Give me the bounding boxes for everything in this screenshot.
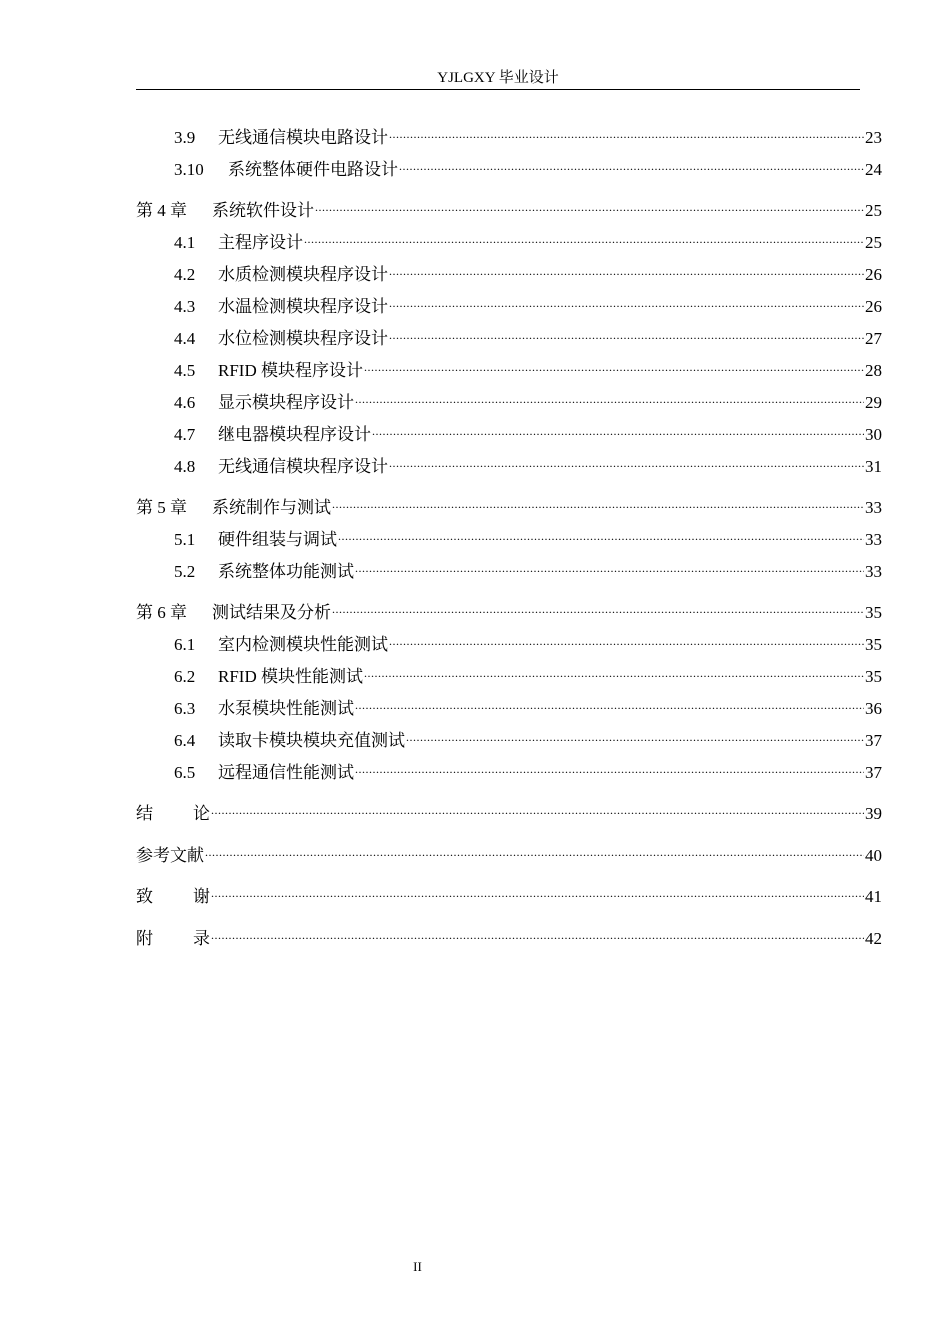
toc-entry-number: 4.6 <box>174 393 196 412</box>
dot-leader <box>389 121 864 143</box>
dot-leader <box>372 418 864 440</box>
toc-entry-number: 5.2 <box>174 562 196 581</box>
toc-entry[interactable] <box>174 523 882 549</box>
toc-entry-title: 读取卡模块模块充值测试 <box>218 731 405 750</box>
dot-leader <box>355 555 864 577</box>
toc-entry-page: 25 <box>865 201 882 220</box>
toc-entry-heading-char: 附 <box>136 929 153 948</box>
toc-entry-acknowledgements[interactable] <box>136 880 882 906</box>
toc-entry-page: 31 <box>865 457 882 476</box>
toc-entry-page: 40 <box>865 846 882 865</box>
toc-entry-page: 35 <box>865 603 882 622</box>
toc-entry-page: 39 <box>865 804 882 823</box>
toc-entry-title: 无线通信模块程序设计 <box>218 457 388 476</box>
toc-entry[interactable] <box>174 660 882 686</box>
toc-entry-page: 25 <box>865 233 882 252</box>
dot-leader <box>364 354 864 376</box>
toc-entry-page: 29 <box>865 393 882 412</box>
toc-entry-page: 33 <box>865 562 882 581</box>
dot-leader <box>399 153 864 175</box>
toc-entry-number: 4.7 <box>174 425 196 444</box>
toc-entry-title: 无线通信模块电路设计 <box>218 128 388 147</box>
toc-entry[interactable] <box>136 596 882 622</box>
toc-entry-page: 24 <box>865 160 882 179</box>
toc-entry[interactable] <box>174 322 882 348</box>
toc-entry[interactable] <box>174 756 882 782</box>
toc-entry[interactable] <box>174 354 882 380</box>
toc-entry-title: 参考文献 <box>136 846 204 865</box>
dot-leader <box>355 756 864 778</box>
page-header: YJLGXY 毕业设计 <box>437 70 559 86</box>
dot-leader <box>211 880 864 902</box>
dot-leader <box>389 450 864 472</box>
toc-entry-page: 37 <box>865 763 882 782</box>
toc-entry-title: 主程序设计 <box>218 233 303 252</box>
toc-entry-title: 系统制作与测试 <box>212 498 331 517</box>
toc-entry[interactable] <box>174 692 882 718</box>
toc-entry-number: 第 5 章 <box>136 498 187 517</box>
toc-entry-page: 33 <box>865 498 882 517</box>
toc-entry[interactable] <box>136 491 882 517</box>
toc-entry[interactable] <box>136 194 882 220</box>
toc-entry-references[interactable] <box>136 839 882 865</box>
dot-leader <box>315 194 864 216</box>
toc-entry-title: RFID 模块程序设计 <box>218 361 363 380</box>
toc-entry[interactable] <box>174 258 882 284</box>
toc-entry-number: 3.9 <box>174 128 196 147</box>
toc-entry-title: 谢 <box>193 887 210 906</box>
dot-leader <box>355 386 864 408</box>
toc-entry-heading-char: 致 <box>136 887 153 906</box>
toc-entry[interactable] <box>174 628 882 654</box>
toc-entry-page: 35 <box>865 635 882 654</box>
dot-leader <box>211 922 864 944</box>
toc-entry-title: 系统整体硬件电路设计 <box>228 160 398 179</box>
toc-entry[interactable] <box>174 290 882 316</box>
toc-entry-page: 42 <box>865 929 882 948</box>
toc-entry[interactable] <box>174 724 882 750</box>
toc-entry-number: 第 6 章 <box>136 603 187 622</box>
toc-entry-page: 41 <box>865 887 882 906</box>
toc-entry-number: 4.2 <box>174 265 196 284</box>
page-number: II <box>413 1259 422 1274</box>
toc-entry-title: 继电器模块程序设计 <box>218 425 371 444</box>
dot-leader <box>364 660 864 682</box>
toc-entry-number: 4.4 <box>174 329 196 348</box>
toc-entry-title: 录 <box>193 929 210 948</box>
toc-entry-number: 第 4 章 <box>136 201 187 220</box>
dot-leader <box>205 839 864 861</box>
toc-entry-number: 6.3 <box>174 699 196 718</box>
dot-leader <box>389 628 864 650</box>
toc-entry-title: 远程通信性能测试 <box>218 763 354 782</box>
toc-entry-page: 28 <box>865 361 882 380</box>
dot-leader <box>304 226 864 248</box>
toc-entry-number: 5.1 <box>174 530 196 549</box>
toc-entry[interactable] <box>174 418 882 444</box>
toc-entry-page: 35 <box>865 667 882 686</box>
dot-leader <box>332 491 864 513</box>
toc-entry[interactable] <box>174 386 882 412</box>
toc-entry-page: 23 <box>865 128 882 147</box>
toc-entry-number: 3.10 <box>174 160 204 179</box>
toc-entry-title: 室内检测模块性能测试 <box>218 635 388 654</box>
toc-entry-number: 4.3 <box>174 297 196 316</box>
toc-entry-title: 系统整体功能测试 <box>218 562 354 581</box>
dot-leader <box>389 322 864 344</box>
toc-entry[interactable] <box>174 153 882 179</box>
dot-leader <box>338 523 864 545</box>
toc-entry-title: 硬件组装与调试 <box>218 530 337 549</box>
toc-entry-heading-char: 结 <box>136 804 153 823</box>
toc-entry-title: 水泵模块性能测试 <box>218 699 354 718</box>
toc-entry-appendix[interactable] <box>136 922 882 948</box>
dot-leader <box>332 596 864 618</box>
dot-leader <box>389 290 864 312</box>
toc-entry-page: 36 <box>865 699 882 718</box>
toc-entry-number: 4.8 <box>174 457 196 476</box>
dot-leader <box>389 258 864 280</box>
dot-leader <box>355 692 864 714</box>
toc-entry[interactable] <box>174 555 882 581</box>
toc-entry-title: RFID 模块性能测试 <box>218 667 363 686</box>
toc-entry-title: 水温检测模块程序设计 <box>218 297 388 316</box>
dot-leader <box>211 797 864 819</box>
toc-entry[interactable] <box>174 450 882 476</box>
toc-entry-title: 论 <box>193 804 210 823</box>
toc-entry-page: 27 <box>865 329 882 348</box>
toc-entry-number: 6.2 <box>174 667 196 686</box>
toc-entry-page: 37 <box>865 731 882 750</box>
toc-entry-number: 4.5 <box>174 361 196 380</box>
toc-entry-number: 6.1 <box>174 635 196 654</box>
toc-entry-conclusion[interactable] <box>136 797 882 823</box>
header-rule <box>136 89 860 90</box>
toc-entry-page: 26 <box>865 297 882 316</box>
toc-entry-number: 6.4 <box>174 731 196 750</box>
toc-entry-number: 4.1 <box>174 233 196 252</box>
toc-entry-title: 水质检测模块程序设计 <box>218 265 388 284</box>
toc-entry[interactable] <box>174 121 882 147</box>
dot-leader <box>406 724 864 746</box>
toc-entry[interactable] <box>174 226 882 252</box>
toc-entry-title: 测试结果及分析 <box>212 603 331 622</box>
toc-entry-title: 系统软件设计 <box>212 201 314 220</box>
toc-entry-number: 6.5 <box>174 763 196 782</box>
toc-entry-title: 水位检测模块程序设计 <box>218 329 388 348</box>
toc-entry-title: 显示模块程序设计 <box>218 393 354 412</box>
toc-entry-page: 26 <box>865 265 882 284</box>
toc-entry-page: 33 <box>865 530 882 549</box>
toc-entry-page: 30 <box>865 425 882 444</box>
